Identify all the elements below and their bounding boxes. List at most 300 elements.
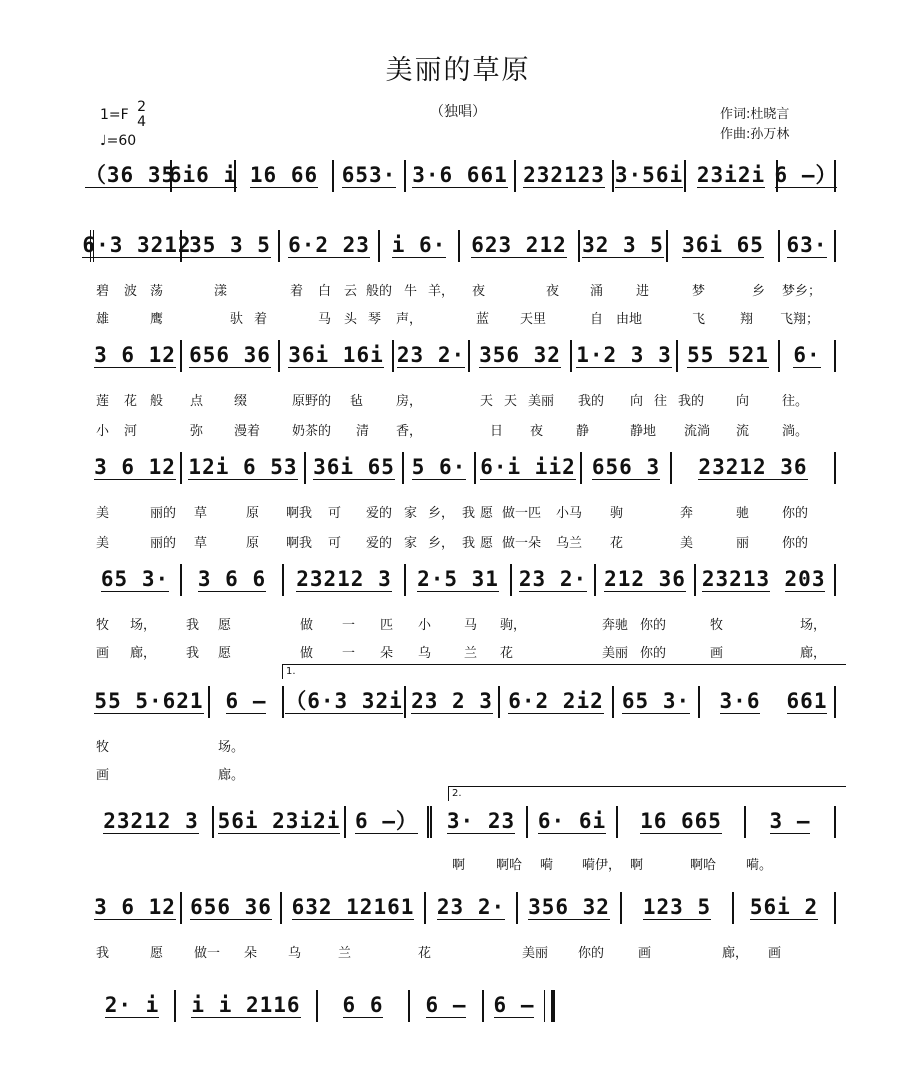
measure-notes: 3 6 6 (197, 567, 267, 591)
lyric-syllable: 你的 (640, 618, 667, 633)
lyric-syllable: 自 (590, 312, 604, 327)
lyric-syllable: 丽的 (150, 506, 177, 521)
lyric-syllable: 天 (504, 394, 518, 409)
lyric-syllable: 驹， (500, 618, 527, 633)
measure-notes: 36i 16i (288, 343, 384, 367)
lyric-syllable: 小 (418, 618, 432, 633)
lyric-syllable: 画 (638, 946, 652, 961)
measure-notes: 6 –） (355, 809, 418, 833)
lyric-syllable: 我的 (678, 394, 705, 409)
lyric-syllable: 你的 (578, 946, 605, 961)
lyric-syllable: 牧 (710, 618, 724, 633)
measure-notes: 6·2 23 (288, 233, 370, 257)
lyric-syllable: 爱的 (366, 536, 393, 551)
measure (686, 160, 778, 192)
lyric-syllable: 流 (736, 424, 750, 439)
lyric-syllable: 雄 (96, 312, 110, 327)
lyrics-line (0, 942, 916, 962)
measure-notes: 653· (341, 163, 397, 187)
subtitle: （独唱） (430, 104, 486, 120)
measure (176, 990, 318, 1022)
lyric-syllable: 画 (96, 768, 110, 783)
measure (512, 564, 596, 596)
measure-notes: 6 – (425, 993, 467, 1017)
measure-notes: 65 3· (621, 689, 691, 713)
measure-notes: 6 6 (342, 993, 384, 1017)
lyric-syllable: 原野的 (292, 394, 332, 409)
lyric-syllable: 美 (96, 536, 110, 551)
lyric-syllable: 啊我 (286, 536, 313, 551)
measure (672, 452, 836, 484)
measure-notes: 65 3· (100, 567, 170, 591)
lyric-syllable: 小马 (556, 506, 583, 521)
lyric-syllable: 丽 (736, 536, 750, 551)
lyric-syllable: 夜 (472, 284, 486, 299)
measure (394, 340, 470, 372)
lyricist-credit: 作词:杜晓言 (720, 107, 790, 122)
score-row (0, 892, 916, 924)
lyric-syllable: 梦 (692, 284, 706, 299)
measure (334, 160, 406, 192)
lyric-syllable: 爱的 (366, 506, 393, 521)
measure-notes: 23 2· (396, 343, 466, 367)
score-row (0, 160, 916, 192)
lyric-syllable: 马 (318, 312, 332, 327)
lyric-syllable: 场， (800, 618, 827, 633)
measure-notes: 632 12161 (291, 895, 415, 919)
lyric-syllable: 云 (344, 284, 358, 299)
lyric-syllable: 奔 (680, 506, 694, 521)
measure-notes: 36i 65 (682, 233, 764, 257)
measure (90, 892, 182, 924)
lyric-syllable: 做一匹 (502, 506, 542, 521)
measure-notes: 16 665 (640, 809, 722, 833)
lyric-syllable: 啊哈 (496, 858, 523, 873)
lyric-syllable: 丽的 (150, 536, 177, 551)
measure (622, 892, 734, 924)
measure-notes: 3·56i (614, 163, 684, 187)
lyrics-line (0, 854, 916, 874)
measure (182, 564, 284, 596)
measure (410, 990, 484, 1022)
lyric-syllable: 飞翔； (780, 312, 820, 327)
volta-bracket-2: 2. (448, 786, 846, 801)
measure (780, 230, 836, 262)
measure (484, 990, 544, 1022)
measure (668, 230, 780, 262)
measure-notes: 2· i (104, 993, 160, 1017)
lyric-syllable: 驮 (230, 312, 244, 327)
lyric-syllable: 廊。 (218, 768, 245, 783)
lyric-syllable: 愿 (480, 506, 494, 521)
score-row (0, 564, 916, 596)
measure-notes: 6 – (493, 993, 535, 1017)
measure-notes: 203 (784, 567, 826, 591)
lyric-syllable: 啊哈 (690, 858, 717, 873)
measure (284, 686, 406, 718)
measure (404, 452, 476, 484)
lyric-syllable: 静地 (630, 424, 657, 439)
lyric-syllable: 马 (464, 618, 478, 633)
final-barline (544, 990, 555, 1022)
measure (318, 990, 410, 1022)
lyric-syllable: 日 (490, 424, 504, 439)
measure (476, 452, 582, 484)
lyric-syllable: 由地 (616, 312, 643, 327)
measure-notes: 623 212 (471, 233, 567, 257)
lyrics-line (0, 642, 916, 662)
lyric-syllable: 做 (300, 646, 314, 661)
measure-notes: 35 3 5 (189, 233, 271, 257)
measure (470, 340, 572, 372)
measure (582, 452, 672, 484)
lyric-syllable: 向 (630, 394, 644, 409)
measure-notes: 32 3 5 (582, 233, 664, 257)
measure (236, 160, 334, 192)
measure (528, 806, 618, 838)
measure (516, 160, 614, 192)
lyric-syllable: 愿 (218, 646, 232, 661)
lyric-syllable: 花 (418, 946, 432, 961)
lyric-syllable: 花 (124, 394, 138, 409)
lyrics-line (0, 532, 916, 552)
measure-notes: 6·2 2i2 (508, 689, 604, 713)
score-row (0, 990, 916, 1022)
measure (426, 892, 518, 924)
lyric-syllable: 清 (356, 424, 370, 439)
lyric-syllable: 匹 (380, 618, 394, 633)
measure (614, 686, 700, 718)
lyric-syllable: 草 (194, 536, 208, 551)
measure (90, 990, 176, 1022)
key-signature (100, 100, 146, 130)
measure-notes: 3 6 12 (94, 343, 176, 367)
lyric-syllable: 廊， (130, 646, 157, 661)
lyrics-line (0, 280, 916, 300)
measure (780, 340, 836, 372)
measure (182, 452, 306, 484)
measure (734, 892, 836, 924)
measure-notes: 3· 23 (446, 809, 516, 833)
measure (214, 806, 346, 838)
lyric-syllable: 着 (290, 284, 304, 299)
key-label: 1=F (100, 107, 129, 123)
lyric-syllable: 夜 (530, 424, 544, 439)
measure-notes: 6 – (225, 689, 267, 713)
measure (280, 230, 380, 262)
measure (406, 564, 512, 596)
time-sig-top: 2 (137, 99, 147, 115)
page-title: 美丽的草原 (385, 55, 531, 86)
measure (280, 340, 394, 372)
measure-notes: （36 35 (84, 163, 176, 187)
measure-notes: 6·3 3212 (82, 233, 192, 257)
lyric-syllable: 你的 (782, 506, 809, 521)
measure-notes: 6·i ii2 (480, 455, 576, 479)
lyric-syllable: 毡 (350, 394, 364, 409)
lyric-syllable: 流淌 (684, 424, 711, 439)
measure-notes: 16 66 (249, 163, 319, 187)
lyric-syllable: 美丽 (522, 946, 549, 961)
lyric-syllable: 涌 (590, 284, 604, 299)
lyric-syllable: 碧 (96, 284, 110, 299)
measure (90, 564, 182, 596)
measure (580, 230, 668, 262)
lyric-syllable: 廊， (722, 946, 749, 961)
lyric-syllable: 弥 (190, 424, 204, 439)
lyrics-line (0, 764, 916, 784)
measure (696, 564, 776, 596)
measure (90, 806, 214, 838)
measure-notes: 212 36 (604, 567, 686, 591)
measure-notes: 356 32 (528, 895, 610, 919)
lyric-syllable: 蓝 (476, 312, 490, 327)
lyric-syllable: 牧 (96, 618, 110, 633)
lyric-syllable: 漫着 (234, 424, 261, 439)
measure-notes: 356 32 (479, 343, 561, 367)
measure (346, 806, 432, 838)
lyric-syllable: 我的 (578, 394, 605, 409)
measure (776, 564, 836, 596)
measure-notes: 3 6 12 (94, 455, 176, 479)
lyric-syllable: 嗬。 (746, 858, 773, 873)
lyric-syllable: 往 (654, 394, 668, 409)
measure-notes: 6i6 i (168, 163, 238, 187)
measure (182, 892, 282, 924)
lyric-syllable: 嗬伊， (582, 858, 622, 873)
lyric-syllable: 莲 (96, 394, 110, 409)
lyric-syllable: 羊， (428, 284, 455, 299)
lyrics-line (0, 420, 916, 440)
lyric-syllable: 小 (96, 424, 110, 439)
measure-notes: 6 –） (774, 163, 838, 187)
lyric-syllable: 可 (328, 536, 342, 551)
lyric-syllable: 乌兰 (556, 536, 583, 551)
measure-notes: 5 6· (411, 455, 467, 479)
lyrics-line (0, 390, 916, 410)
composer-credit: 作曲:孙万林 (720, 127, 790, 142)
measure (90, 686, 210, 718)
lyric-syllable: 房， (396, 394, 423, 409)
measure-notes: 3 6 12 (94, 895, 176, 919)
lyric-syllable: 草 (194, 506, 208, 521)
measure-notes: 3·6 661 (412, 163, 508, 187)
lyric-syllable: 驹 (610, 506, 624, 521)
lyric-syllable: 你的 (640, 646, 667, 661)
lyric-syllable: 波 (124, 284, 138, 299)
lyric-syllable: 静 (576, 424, 590, 439)
lyric-syllable: 兰 (338, 946, 352, 961)
lyric-syllable: 廊， (800, 646, 827, 661)
lyric-syllable: 我 (96, 946, 110, 961)
lyric-syllable: 天 (480, 394, 494, 409)
lyric-syllable: 乌 (288, 946, 302, 961)
lyric-syllable: 乡， (428, 536, 455, 551)
measure (90, 452, 182, 484)
measure (774, 160, 838, 192)
measure-notes: 23212 3 (103, 809, 199, 833)
measure-notes: 3·6 (719, 689, 761, 713)
score-row (0, 452, 916, 484)
lyric-syllable: 原 (246, 536, 260, 551)
lyric-syllable: 愿 (480, 536, 494, 551)
lyric-syllable: 啊 (452, 858, 466, 873)
measure (182, 230, 280, 262)
measure-notes: （6·3 32i (285, 689, 403, 713)
lyric-syllable: 点 (190, 394, 204, 409)
measure-notes: 23212 3 (296, 567, 392, 591)
lyric-syllable: 画 (768, 946, 782, 961)
lyrics-line (0, 614, 916, 634)
lyric-syllable: 我 (462, 506, 476, 521)
lyric-syllable: 河 (124, 424, 138, 439)
measure (84, 160, 176, 192)
measure-notes: 23 2 3 (411, 689, 493, 713)
measure (306, 452, 404, 484)
lyric-syllable: 可 (328, 506, 342, 521)
lyric-syllable: 鹰 (150, 312, 164, 327)
measure-notes: 661 (786, 689, 828, 713)
lyric-syllable: 我 (186, 618, 200, 633)
measure-notes: 656 36 (189, 343, 271, 367)
measure-notes: 63· (786, 233, 828, 257)
measure (406, 160, 516, 192)
measure-notes: 232123 (523, 163, 605, 187)
lyric-syllable: 头 (344, 312, 358, 327)
measure (182, 340, 280, 372)
score-row (0, 230, 916, 262)
lyric-syllable: 飞 (692, 312, 706, 327)
measure (168, 160, 238, 192)
lyric-syllable: 朵 (380, 646, 394, 661)
measure-notes: 55 5·621 (94, 689, 204, 713)
lyric-syllable: 乡， (428, 506, 455, 521)
lyric-syllable: 一 (342, 646, 356, 661)
measure-notes: 23213 (701, 567, 771, 591)
lyric-syllable: 向 (736, 394, 750, 409)
lyric-syllable: 香， (396, 424, 423, 439)
lyric-syllable: 花 (500, 646, 514, 661)
score-row (0, 686, 916, 718)
lyric-syllable: 琴 (368, 312, 382, 327)
lyric-syllable: 场。 (218, 740, 245, 755)
lyric-syllable: 梦乡； (782, 284, 822, 299)
measure (746, 806, 836, 838)
lyric-syllable: 啊我 (286, 506, 313, 521)
measure (572, 340, 678, 372)
measure (618, 806, 746, 838)
lyric-syllable: 愿 (218, 618, 232, 633)
measure-notes: 23i2i (696, 163, 766, 187)
lyrics-line (0, 502, 916, 522)
measure (82, 230, 192, 262)
lyric-syllable: 美丽 (528, 394, 555, 409)
time-signature (137, 100, 146, 130)
lyric-syllable: 往。 (782, 394, 809, 409)
lyric-syllable: 进 (636, 284, 650, 299)
measure-notes: 656 3 (591, 455, 661, 479)
lyric-syllable: 白 (318, 284, 332, 299)
lyric-syllable: 一 (342, 618, 356, 633)
measure (284, 564, 406, 596)
lyric-syllable: 牛 (404, 284, 418, 299)
measure (436, 806, 528, 838)
lyric-syllable: 家 (404, 536, 418, 551)
measure (518, 892, 622, 924)
lyrics-line (0, 308, 916, 328)
score-row (0, 806, 916, 838)
lyric-syllable: 朵 (244, 946, 258, 961)
lyric-syllable: 我 (186, 646, 200, 661)
lyric-syllable: 乡 (752, 284, 766, 299)
lyric-syllable: 般 (150, 394, 164, 409)
measure-notes: 23 2· (436, 895, 506, 919)
measure (700, 686, 780, 718)
measure (210, 686, 284, 718)
lyric-syllable: 我 (462, 536, 476, 551)
measure-notes: 56i 2 (749, 895, 819, 919)
measure (614, 160, 686, 192)
lyric-syllable: 你的 (782, 536, 809, 551)
lyric-syllable: 做一朵 (502, 536, 542, 551)
lyric-syllable: 做 (300, 618, 314, 633)
measure-notes: 123 5 (642, 895, 712, 919)
measure-notes: 56i 23i2i (217, 809, 341, 833)
measure (282, 892, 426, 924)
score-row (0, 340, 916, 372)
lyric-syllable: 兰 (464, 646, 478, 661)
lyric-syllable: 乌 (418, 646, 432, 661)
measure-notes: 23 2· (518, 567, 588, 591)
measure-notes: 2·5 31 (417, 567, 499, 591)
measure (380, 230, 460, 262)
lyric-syllable: 家 (404, 506, 418, 521)
lyric-syllable: 天里 (520, 312, 547, 327)
lyric-syllable: 嗬 (540, 858, 554, 873)
measure (500, 686, 614, 718)
lyric-syllable: 夜 (546, 284, 560, 299)
measure (596, 564, 696, 596)
lyric-syllable: 驰 (736, 506, 750, 521)
lyric-syllable: 啊 (630, 858, 644, 873)
volta-bracket-1: 1. (282, 664, 846, 679)
lyric-syllable: 愿 (150, 946, 164, 961)
lyric-syllable: 画 (710, 646, 724, 661)
tempo-marking: ♩=60 (100, 133, 137, 149)
measure-notes: 6· 6i (537, 809, 607, 833)
lyric-syllable: 奔驰 (602, 618, 629, 633)
measure (460, 230, 580, 262)
measure-notes: 6· (793, 343, 821, 367)
lyric-syllable: 淌。 (782, 424, 809, 439)
measure-notes: 3 – (769, 809, 811, 833)
lyric-syllable: 花 (610, 536, 624, 551)
measure-notes: 656 36 (190, 895, 272, 919)
measure-notes: 36i 65 (313, 455, 395, 479)
measure-notes: 23212 36 (698, 455, 808, 479)
measure (90, 340, 182, 372)
lyric-syllable: 美 (96, 506, 110, 521)
lyric-syllable: 美丽 (602, 646, 629, 661)
lyrics-line (0, 736, 916, 756)
measure (406, 686, 500, 718)
measure-notes: 55 521 (687, 343, 769, 367)
lyric-syllable: 缀 (234, 394, 248, 409)
measure (678, 340, 780, 372)
lyric-syllable: 荡 (150, 284, 164, 299)
lyric-syllable: 奶茶的 (292, 424, 332, 439)
lyric-syllable: 美 (680, 536, 694, 551)
